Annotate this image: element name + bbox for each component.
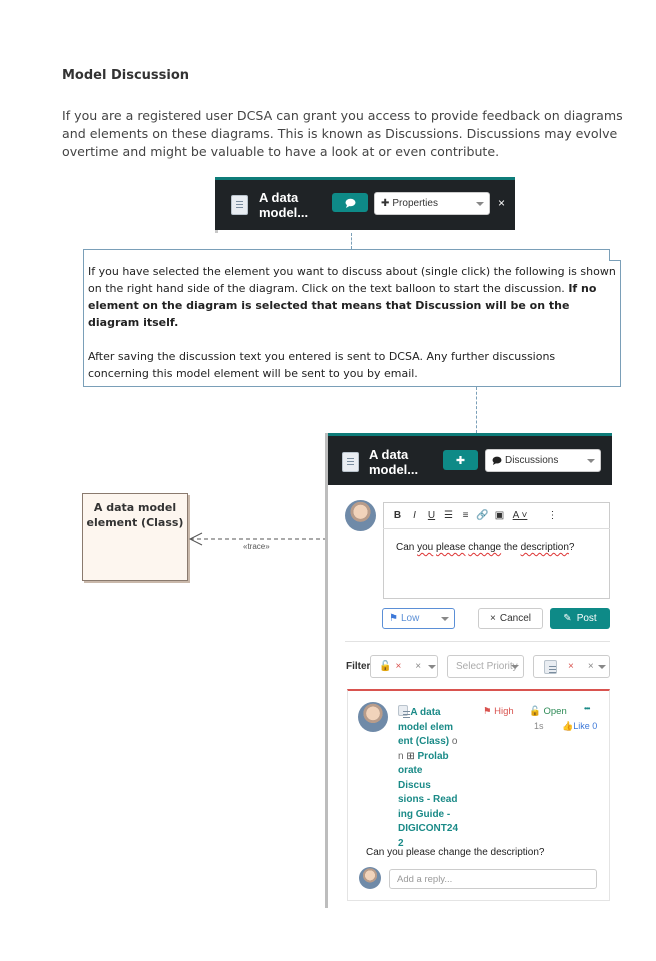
- chevron-down-icon: [428, 665, 436, 669]
- priority-select-label: Low: [400, 613, 420, 624]
- remove-icon[interactable]: ×: [395, 661, 402, 672]
- italic-button[interactable]: I: [413, 509, 416, 521]
- properties-select-label: Properties: [392, 198, 438, 209]
- avatar: [345, 500, 376, 531]
- callout-folded-corner: [609, 249, 621, 261]
- numbered-list-icon[interactable]: ≡: [462, 509, 469, 521]
- cancel-button[interactable]: [478, 608, 543, 629]
- intro-paragraph: If you are a registered user DCSA can grant you access to provide feedback on diagrams and elements on these diagrams. This is known as Discussions. Discussions may evolve overtime and might be valuable to have a look at or even contribute.: [62, 108, 623, 159]
- callout-text: [88, 263, 618, 382]
- clear-icon[interactable]: ×: [415, 661, 422, 672]
- diagram-link[interactable]: n ⊞ Prolab orate Discus sions - Read ing Guide - DIGICONT24 2: [398, 750, 459, 849]
- panel-title-line1: A data: [369, 447, 409, 462]
- class-name-line1: A data model: [93, 501, 177, 514]
- text-color-icon[interactable]: A ˅: [512, 509, 528, 521]
- chevron-down-icon: [441, 617, 449, 621]
- unlock-icon: 🔓: [379, 661, 392, 672]
- discussions-select[interactable]: [485, 449, 601, 472]
- speech-bubble-icon: [345, 198, 356, 208]
- more-options-icon[interactable]: ⋮: [547, 509, 558, 521]
- reply-input[interactable]: Add a reply...: [389, 869, 597, 889]
- toolbar-title-line1: A data: [259, 190, 299, 205]
- class-name-line2: element (Class): [86, 516, 184, 529]
- divider: [345, 641, 610, 642]
- toolbar-title-line2: model...: [259, 205, 309, 220]
- edit-icon: ✎: [563, 613, 572, 624]
- callout-p2: After saving the discussion text you entered is sent to DCSA. Any further discussions concerning this model element will be sent to you by email.: [88, 350, 556, 380]
- callout-connector-top: [351, 233, 352, 249]
- diagram-doc-icon: [342, 452, 359, 472]
- chevron-down-icon: [598, 665, 606, 669]
- flag-icon: ⚑: [483, 706, 492, 717]
- bullet-list-icon[interactable]: ☰: [444, 509, 453, 521]
- more-options-icon[interactable]: •••: [584, 704, 590, 713]
- priority-filter-placeholder: Select Priority: [456, 661, 518, 672]
- avatar: [358, 702, 388, 732]
- priority-badge[interactable]: ⚑ High: [483, 706, 514, 717]
- element-filter[interactable]: [533, 655, 610, 678]
- editor-toolbar: [383, 502, 610, 529]
- speech-bubble-icon: [492, 456, 502, 465]
- panel-title-line2: model...: [369, 462, 419, 477]
- properties-puzzle-button[interactable]: [443, 450, 478, 470]
- link-icon[interactable]: 🔗: [476, 509, 489, 521]
- like-button[interactable]: 👍Like 0: [562, 721, 598, 731]
- chevron-down-icon: [476, 202, 484, 206]
- unlock-icon: 🔓: [529, 706, 541, 717]
- discussions-select-label: Discussions: [505, 455, 559, 466]
- post-button[interactable]: [550, 608, 610, 629]
- comment-body: Can you please change the description?: [366, 847, 545, 858]
- avatar: [359, 867, 381, 889]
- clear-icon[interactable]: ×: [587, 661, 594, 672]
- class-element-name: [82, 500, 188, 530]
- properties-select[interactable]: [374, 192, 490, 215]
- callout-connector-bottom: [476, 387, 477, 433]
- editor-text: Can you please change the description?: [396, 542, 575, 553]
- cancel-label: Cancel: [499, 613, 531, 624]
- image-icon[interactable]: ▣: [494, 509, 505, 521]
- priority-select[interactable]: [382, 608, 455, 629]
- section-heading: Model Discussion: [62, 68, 190, 83]
- flag-icon: ⚑: [389, 613, 398, 624]
- priority-filter[interactable]: [447, 655, 524, 678]
- diagram-doc-icon: [398, 705, 408, 716]
- comment-timestamp: 1s: [534, 721, 544, 731]
- bold-button[interactable]: B: [393, 509, 402, 521]
- post-label: Post: [576, 613, 597, 624]
- puzzle-icon: ✚: [381, 198, 390, 209]
- diagram-icon: ⊞: [406, 750, 415, 762]
- callout-p1-bold: If no element on the diagram is selected that means that Discussion will be on the diagram itself.: [88, 282, 597, 329]
- chevron-down-icon: [511, 665, 519, 669]
- callout-p1: If you have selected the element you want to discuss about (single click) the following is shown on the right hand side of the diagram. Click on the text balloon to start the discussion.: [88, 265, 616, 295]
- status-badge[interactable]: 🔓 Open: [529, 706, 567, 717]
- puzzle-icon: ✚: [455, 454, 466, 467]
- diagram-doc-icon: [544, 660, 557, 674]
- element-link[interactable]: A data model elem ent (Class) o: [398, 707, 458, 747]
- status-filter[interactable]: [370, 655, 438, 678]
- thumbs-up-icon: 👍: [562, 721, 574, 731]
- discussion-balloon-button[interactable]: [332, 193, 368, 212]
- chevron-down-icon: [587, 459, 595, 463]
- filter-label: Filter: [346, 661, 371, 672]
- trace-label: «trace»: [243, 542, 270, 551]
- close-icon: ×: [490, 613, 496, 624]
- comment-subject: [398, 705, 458, 851]
- remove-icon[interactable]: ×: [568, 661, 574, 672]
- diagram-doc-icon: [231, 195, 248, 215]
- underline-button[interactable]: U: [427, 509, 436, 521]
- close-icon[interactable]: ×: [498, 196, 506, 210]
